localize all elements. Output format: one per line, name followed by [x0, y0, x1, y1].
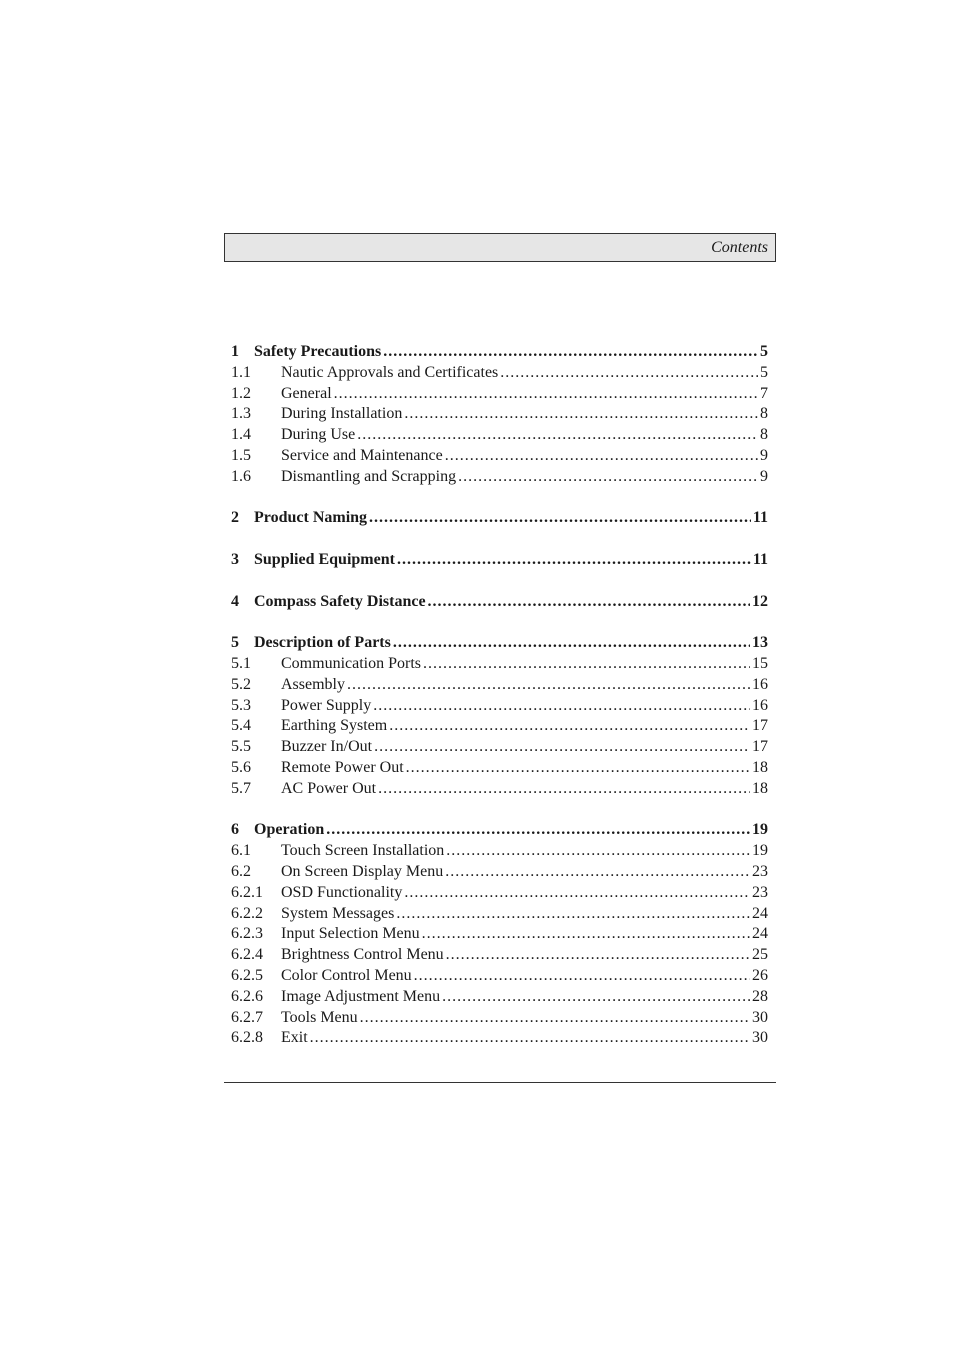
- toc-dot-leader: [442, 987, 750, 1008]
- toc-entry-number: 6.2.1: [231, 883, 263, 901]
- toc-dot-leader: [406, 758, 750, 779]
- toc-entry-number: 1.4: [231, 426, 251, 444]
- toc-entry-page-number: 9: [760, 446, 768, 464]
- toc-section-entry[interactable]: [231, 904, 768, 925]
- toc-section-entry[interactable]: [231, 987, 768, 1008]
- toc-entry-title: General: [281, 384, 332, 402]
- toc-chapter-entry[interactable]: [231, 633, 768, 654]
- toc-dot-leader: [393, 633, 750, 654]
- toc-entry-page-number: 13: [752, 634, 768, 652]
- toc-section-entry[interactable]: [231, 841, 768, 862]
- toc-entry-title: OSD Functionality: [281, 883, 403, 901]
- toc-dot-leader: [404, 404, 758, 425]
- toc-entry-number: 4: [231, 592, 239, 610]
- running-header: [224, 233, 776, 262]
- toc-entry-page-number: 16: [752, 675, 768, 693]
- toc-entry-title: During Installation: [281, 405, 403, 423]
- toc-entry-title: Safety Precautions: [254, 343, 382, 360]
- toc-entry-title: Earthing System: [281, 717, 388, 735]
- toc-dot-leader: [310, 1028, 750, 1049]
- toc-entry-page-number: 19: [752, 821, 768, 839]
- toc-section-entry[interactable]: [231, 1028, 768, 1049]
- toc-section-entry[interactable]: [231, 404, 768, 425]
- toc-entry-page-number: 9: [760, 467, 768, 485]
- toc-entry-page-number: 8: [760, 426, 768, 444]
- toc-entry-page-number: 24: [752, 904, 768, 922]
- toc-dot-leader: [445, 446, 758, 467]
- toc-entry-page-number: 30: [752, 1008, 768, 1026]
- toc-entry-page-number: 28: [752, 987, 768, 1005]
- toc-entry-number: 5.6: [231, 758, 251, 776]
- toc-entry-page-number: 18: [752, 758, 768, 776]
- toc-section-entry[interactable]: [231, 425, 768, 446]
- toc-entry-number: 6: [231, 821, 239, 839]
- toc-entry-number: 5.3: [231, 696, 251, 714]
- toc-entry-page-number: 26: [752, 966, 768, 984]
- toc-entry-title: Compass Safety Distance: [254, 592, 426, 610]
- toc-chapter-entry[interactable]: [231, 592, 768, 613]
- toc-entry-title: On Screen Display Menu: [281, 862, 444, 880]
- toc-entry-number: 6.2.5: [231, 966, 263, 984]
- toc-dot-leader: [373, 696, 750, 717]
- toc-entry-title: Communication Ports: [281, 654, 421, 672]
- toc-entry-page-number: 25: [752, 946, 768, 964]
- toc-dot-leader: [378, 779, 750, 800]
- toc-section-entry[interactable]: [231, 758, 768, 779]
- toc-entry-number: 1.6: [231, 467, 251, 485]
- toc-entry-page-number: 24: [752, 925, 768, 943]
- toc-entry-number: 5.4: [231, 717, 251, 735]
- toc-section-entry[interactable]: [231, 945, 768, 966]
- toc-entry-page-number: 12: [752, 592, 768, 610]
- toc-entry-number: 1: [231, 343, 239, 360]
- toc-dot-leader: [389, 716, 750, 737]
- toc-entry-page-number: 15: [752, 654, 768, 672]
- toc-entry-number: 2: [231, 509, 239, 527]
- toc-entry-title: Exit: [281, 1029, 308, 1047]
- toc-entry-page-number: 17: [752, 738, 768, 756]
- toc-entry-number: 1.3: [231, 405, 251, 423]
- toc-dot-leader: [360, 1008, 750, 1029]
- toc-entry-number: 6.2: [231, 862, 251, 880]
- toc-section-entry[interactable]: [231, 363, 768, 384]
- toc-dot-leader: [396, 904, 750, 925]
- toc-dot-leader: [445, 862, 750, 883]
- toc-entry-title: Color Control Menu: [281, 966, 412, 984]
- toc-entry-page-number: 30: [752, 1029, 768, 1047]
- toc-entry-page-number: 17: [752, 717, 768, 735]
- toc-dot-leader: [428, 592, 750, 613]
- toc-dot-leader: [404, 883, 750, 904]
- toc-entry-number: 6.2.6: [231, 987, 263, 1005]
- toc-entry-number: 5: [231, 634, 239, 652]
- toc-dot-leader: [397, 550, 751, 571]
- toc-entry-title: Brightness Control Menu: [281, 946, 444, 964]
- toc-dot-leader: [458, 467, 758, 488]
- toc-dot-leader: [414, 966, 750, 987]
- toc-section-entry[interactable]: [231, 1008, 768, 1029]
- toc-entry-page-number: 19: [752, 842, 768, 860]
- toc-section-entry[interactable]: [231, 779, 768, 800]
- toc-section-entry[interactable]: [231, 716, 768, 737]
- toc-dot-leader: [369, 508, 751, 529]
- toc-section-entry[interactable]: [231, 924, 768, 945]
- toc-entry-title: Power Supply: [281, 696, 372, 714]
- toc-entry-title: Image Adjustment Menu: [281, 987, 441, 1005]
- toc-chapter-entry[interactable]: [231, 550, 768, 571]
- toc-entry-page-number: 11: [752, 550, 768, 568]
- toc-entry-number: 6.2.3: [231, 925, 263, 943]
- toc-entry-number: 5.7: [231, 779, 251, 797]
- toc-entry-title: Buzzer In/Out: [281, 738, 373, 756]
- toc-dot-leader: [423, 654, 750, 675]
- toc-entry-title: Service and Maintenance: [281, 446, 443, 464]
- toc-entry-number: 6.2.7: [231, 1008, 263, 1026]
- toc-section-entry[interactable]: [231, 654, 768, 675]
- toc-entry-title: Dismantling and Scrapping: [281, 467, 457, 485]
- toc-section-entry[interactable]: [231, 467, 768, 488]
- toc-entry-title: Description of Parts: [254, 634, 391, 652]
- toc-entry-title: Nautic Approvals and Certificates: [281, 363, 499, 381]
- toc-entry-title: Operation: [254, 821, 325, 839]
- toc-entry-title: Product Naming: [254, 509, 368, 527]
- toc-dot-leader: [422, 924, 750, 945]
- toc-entry-number: 6.2.8: [231, 1029, 263, 1047]
- toc-entry-number: 3: [231, 550, 239, 568]
- toc-entry-title: Remote Power Out: [281, 758, 404, 776]
- toc-entry-page-number: 23: [752, 883, 768, 901]
- toc-section-entry[interactable]: [231, 966, 768, 987]
- toc-entry-page-number: 5: [760, 363, 768, 381]
- toc-section-entry[interactable]: [231, 675, 768, 696]
- toc-entry-number: 5.5: [231, 738, 251, 756]
- toc-entry-title: Supplied Equipment: [254, 550, 395, 568]
- toc-entry-page-number: 18: [752, 779, 768, 797]
- toc-entry-title: Tools Menu: [281, 1008, 358, 1026]
- toc-entry-number: 1.5: [231, 446, 251, 464]
- toc-entry-page-number: 5: [760, 343, 768, 360]
- toc-entry-page-number: 16: [752, 696, 768, 714]
- toc-dot-leader: [446, 945, 750, 966]
- toc-entry-number: 5.1: [231, 654, 251, 672]
- toc-entry-number: 6.1: [231, 842, 251, 860]
- toc-chapter-entry[interactable]: [231, 508, 768, 529]
- toc-dot-leader: [334, 384, 758, 405]
- table-of-contents: [231, 342, 768, 1049]
- footer-rule: [224, 1082, 776, 1083]
- toc-entry-title: Input Selection Menu: [281, 925, 420, 943]
- toc-section-entry[interactable]: [231, 883, 768, 904]
- toc-entry-number: 5.2: [231, 675, 251, 693]
- toc-dot-leader: [383, 342, 758, 363]
- toc-entry-title: AC Power Out: [281, 779, 377, 797]
- toc-chapter-entry[interactable]: [231, 820, 768, 841]
- toc-dot-leader: [326, 820, 750, 841]
- toc-dot-leader: [500, 363, 758, 384]
- toc-entry-number: 1.2: [231, 384, 251, 402]
- toc-section-entry[interactable]: [231, 862, 768, 883]
- toc-entry-title: Touch Screen Installation: [281, 842, 445, 860]
- toc-entry-page-number: 11: [752, 509, 768, 527]
- header-title: Contents: [711, 239, 768, 256]
- toc-entry-number: 1.1: [231, 363, 251, 381]
- toc-entry-page-number: 23: [752, 862, 768, 880]
- toc-dot-leader: [374, 737, 750, 758]
- toc-dot-leader: [347, 675, 750, 696]
- toc-dot-leader: [446, 841, 750, 862]
- toc-section-entry[interactable]: [231, 696, 768, 717]
- toc-entry-title: System Messages: [281, 904, 395, 922]
- toc-dot-leader: [357, 425, 758, 446]
- toc-section-entry[interactable]: [231, 384, 768, 405]
- toc-section-entry[interactable]: [231, 737, 768, 758]
- toc-chapter-entry[interactable]: [231, 342, 768, 363]
- toc-entry-page-number: 8: [760, 405, 768, 423]
- toc-entry-title: Assembly: [281, 675, 345, 693]
- toc-entry-number: 6.2.4: [231, 946, 263, 964]
- toc-entry-number: 6.2.2: [231, 904, 263, 922]
- toc-entry-title: During Use: [281, 426, 356, 444]
- toc-entry-page-number: 7: [760, 384, 768, 402]
- toc-section-entry[interactable]: [231, 446, 768, 467]
